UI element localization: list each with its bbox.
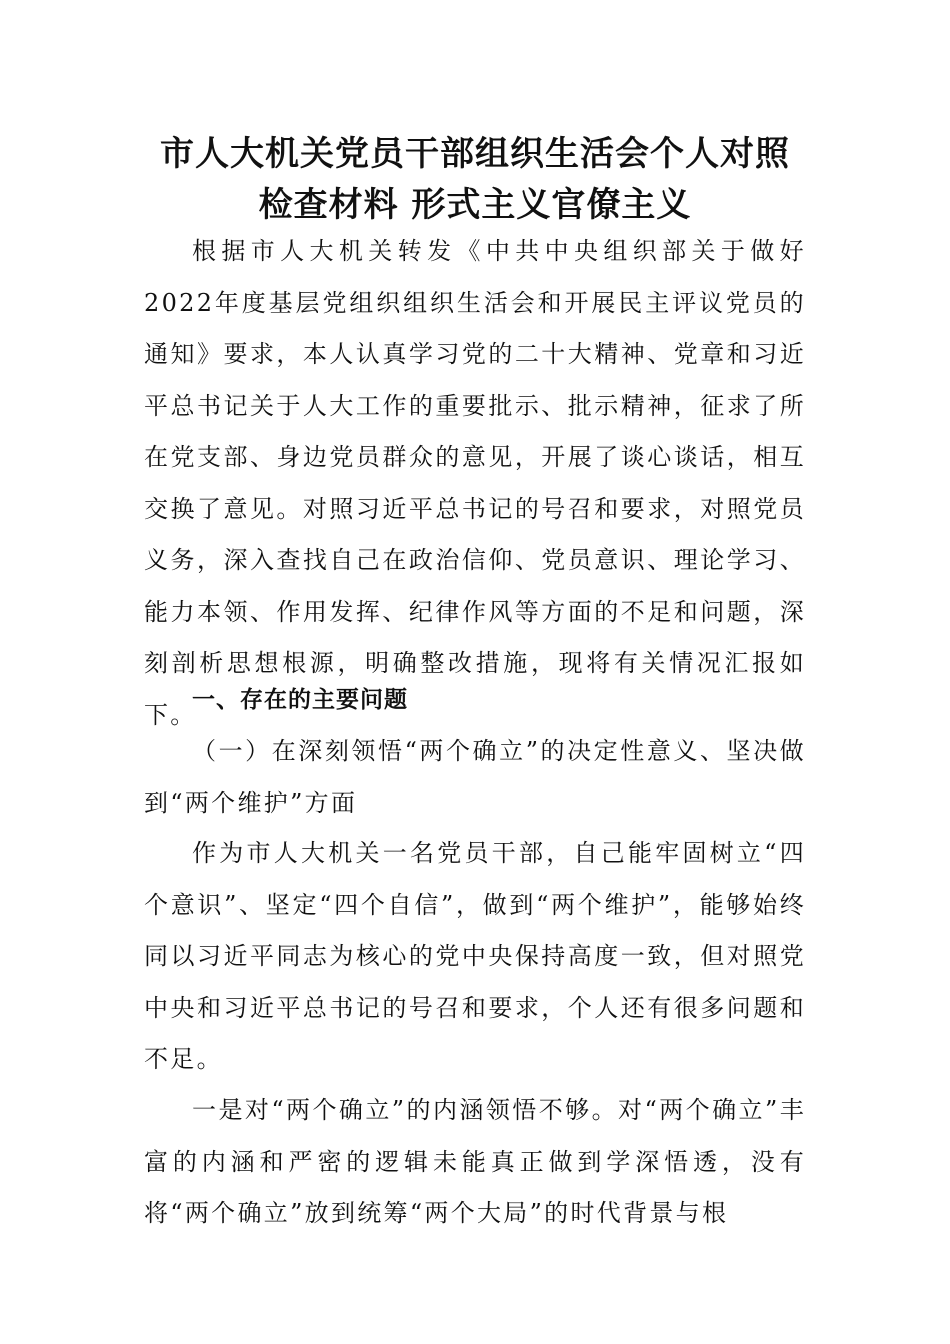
intro-paragraph: 根据市人大机关转发《中共中央组织部关于做好2022年度基层党组织组织生活会和开展民主评议党员的通知》要求，本人认真学习党的二十大精神、党章和习近平总书记关于人大工作的重要批示、批示精神，征求了所在党支部、身边党员群众的意见，开展了谈心谈话，相互交换了意见。对照习近平总书记的号召和要求，对照党员义务，深入查找自己在政治信仰、党员意识、理论学习、能力本领、作用发挥、纪律作风等方面的不足和问题，深刻剖析思想根源，明确整改措施，现将有关情况汇报如下。 (144, 237, 806, 729)
subsection-heading-two-establishments: （一）在深刻领悟“两个确立”的决定性意义、坚决做到“两个维护”方面 (144, 737, 806, 817)
body-paragraph-first-point: 一是对“两个确立”的内涵领悟不够。对“两个确立”丰富的内涵和严密的逻辑未能真正做到学深悟透，没有将“两个确立”放到统筹“两个大局”的时代背景与根 (144, 1096, 806, 1227)
document-title-line-1: 市人大机关党员干部组织生活会个人对照 (160, 134, 790, 174)
section-heading-main-problems: 一、存在的主要问题 (192, 687, 408, 713)
body-paragraph-party-member: 作为市人大机关一名党员干部，自己能牢固树立“四个意识”、坚定“四个自信”，做到“两个维护”，能够始终同以习近平同志为核心的党中央保持高度一致，但对照党中央和习近平总书记的号召和要求，个人还有很多问题和不足。 (144, 839, 806, 1073)
document-title-line-2: 检查材料 形式主义官僚主义 (258, 185, 692, 225)
